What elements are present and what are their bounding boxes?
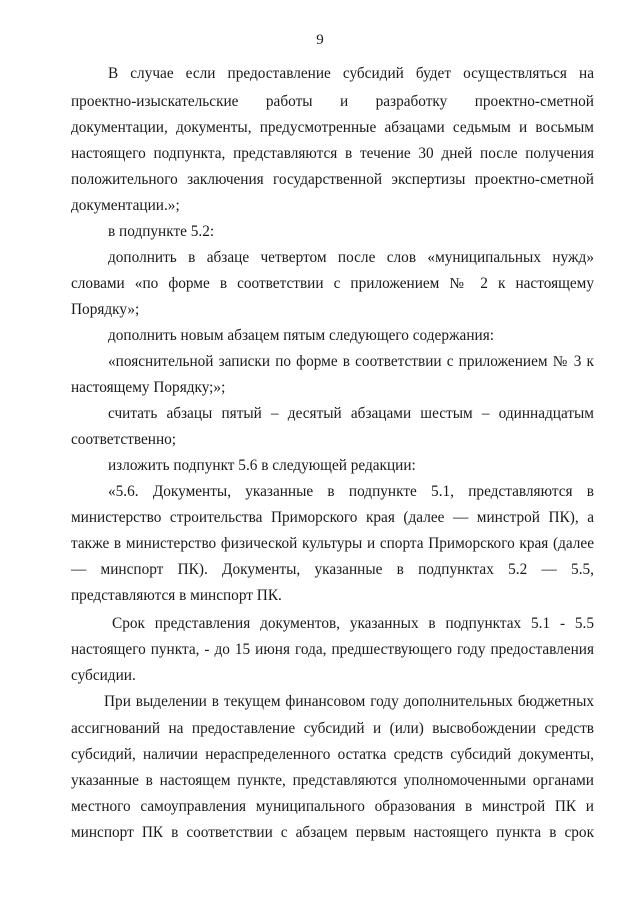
text-line: соответственно; <box>71 431 177 448</box>
text-line: «пояснительной записки по форме в соответствии с приложением № 3 к <box>108 353 594 370</box>
text-line: настоящего пункта, - до 15 июня года, предшествующего году предоставления <box>71 641 594 658</box>
text-line: субсидий, наличии нераспределенного остатка средств субсидий документы, <box>71 746 594 763</box>
text-line: дополнить новым абзацем пятым следующего содержания: <box>108 327 495 344</box>
text-line: словами «по форме в соответствии с приложением № 2 к настоящему <box>71 275 594 292</box>
text-line: считать абзацы пятый – десятый абзацами шестым – одиннадцатым <box>108 405 594 422</box>
text-line: документации.»; <box>71 197 180 214</box>
text-line: представляются в минспорт ПК. <box>71 587 282 604</box>
text-line: минспорт ПК в соответствии с абзацем первым настоящего пункта в срок <box>71 824 594 841</box>
text-line: местного самоуправления муниципального образования в минстрой ПК и <box>71 798 594 815</box>
text-line: При выделении в текущем финансовом году дополнительных бюджетных <box>104 693 594 710</box>
page-number: 9 <box>316 32 324 48</box>
text-line: ассигнований на предоставление субсидий и (или) высвобождении средств <box>71 720 594 737</box>
text-line: Порядку»; <box>71 301 140 318</box>
text-line: «5.6. Документы, указанные в подпункте 5.1, представляются в <box>108 483 594 500</box>
text-line: Срок представления документов, указанных в подпунктах 5.1 - 5.5 <box>112 615 594 632</box>
text-line: настоящему Порядку;»; <box>71 379 226 396</box>
text-line: министерство строительства Приморского края (далее — минстрой ПК), а <box>71 509 594 526</box>
text-line: документации, документы, предусмотренные абзацами седьмым и восьмым <box>71 119 594 136</box>
text-line: — минспорт ПК). Документы, указанные в подпунктах 5.2 — 5.5, <box>71 561 594 578</box>
text-line: В случае если предоставление субсидий будет осуществляться на <box>108 65 594 82</box>
text-line: в подпункте 5.2: <box>108 223 215 240</box>
text-line: проектно-изыскательские работы и разработку проектно-сметной <box>71 93 594 110</box>
text-line: указанные в настоящем пункте, представляются уполномоченными органами <box>71 772 594 789</box>
text-line: также в министерство физической культуры и спорта Приморского края (далее <box>71 535 594 552</box>
text-line: положительного заключения государственной экспертизы проектно-сметной <box>71 171 594 188</box>
text-line: настоящего подпункта, представляются в течение 30 дней после получения <box>71 145 594 162</box>
text-line: изложить подпункт 5.6 в следующей редакции: <box>108 457 416 474</box>
text-line: субсидии. <box>71 667 136 684</box>
text-line: дополнить в абзаце четвертом после слов «муниципальных нужд» <box>108 249 594 266</box>
